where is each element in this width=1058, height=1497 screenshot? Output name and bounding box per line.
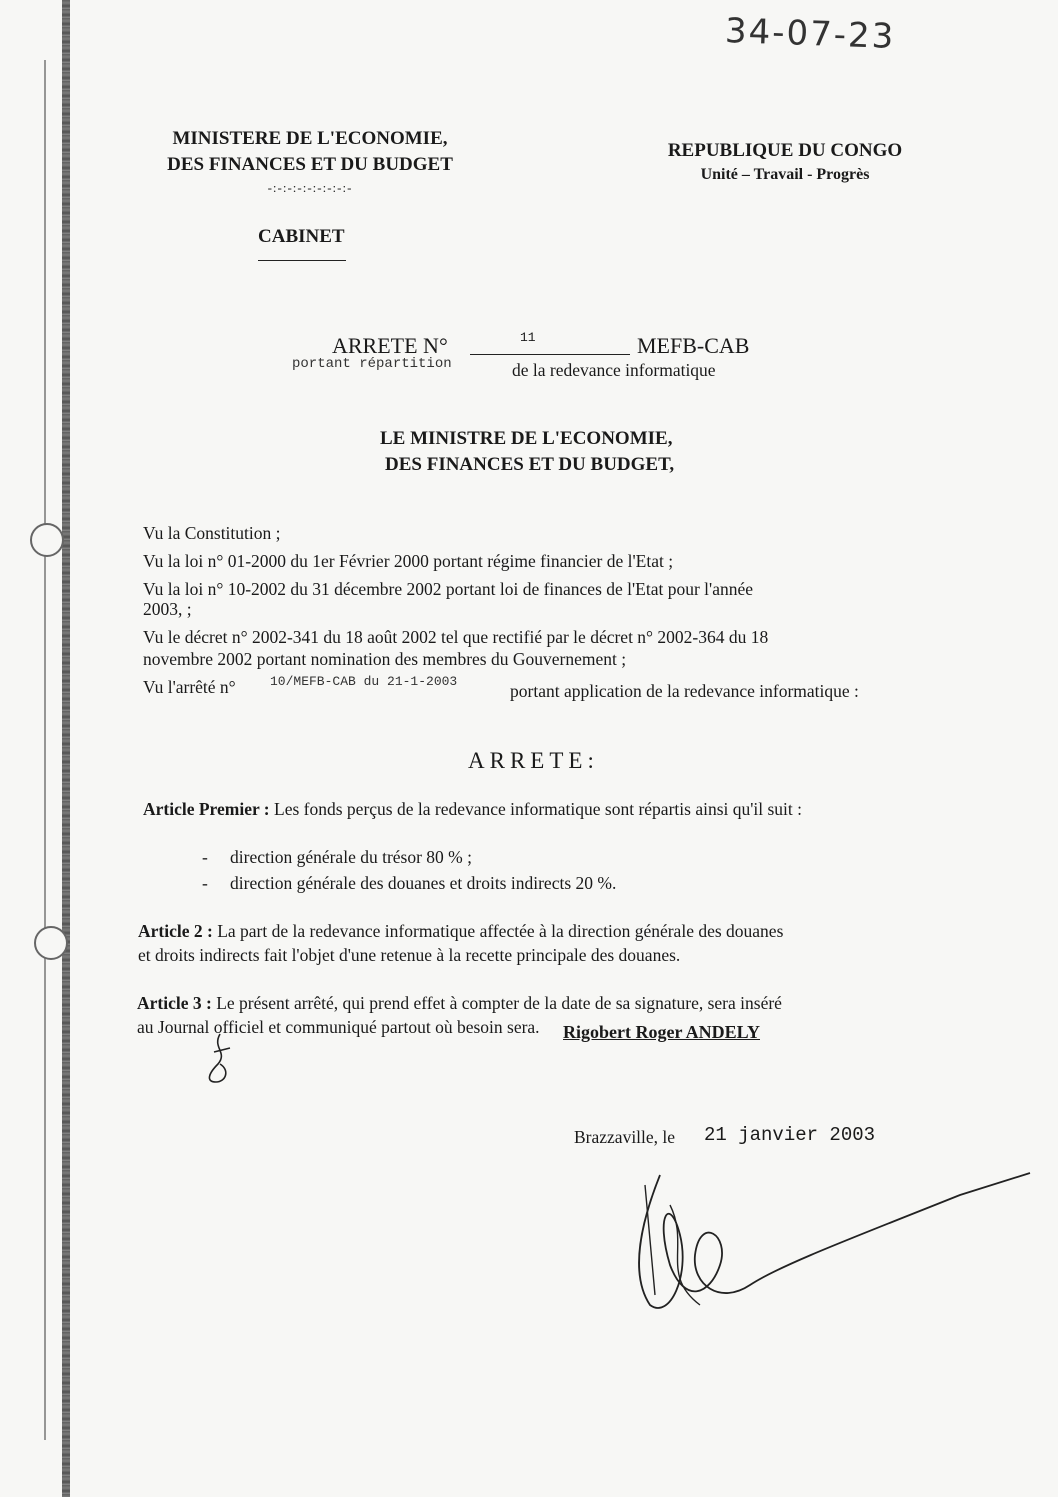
article-3-line2: au Journal officiel et communiqué partout où besoin sera. <box>137 1017 540 1037</box>
arrete-subtitle: de la redevance informatique <box>512 360 716 380</box>
arrete-number: 11 <box>520 330 536 345</box>
article-1-text: Les fonds perçus de la redevance informatique sont répartis ainsi qu'il suit : <box>274 799 803 819</box>
article-1-label: Article Premier : <box>143 799 270 819</box>
arrete-suffix: MEFB-CAB <box>637 333 750 358</box>
article-2-line1: Article 2 : La part de la redevance informatique affectée à la direction générale des douanes <box>138 921 784 941</box>
vu-arrete-end: portant application de la redevance informatique : <box>510 681 859 701</box>
article-2-label: Article 2 : <box>138 921 213 941</box>
article-1-item-1: - direction générale du trésor 80 % ; <box>202 847 472 867</box>
ministry-line2: DES FINANCES ET DU BUDGET <box>167 154 453 175</box>
article-1-item-2: - direction générale des douanes et droits indirects 20 %. <box>202 873 617 893</box>
article-3-label: Article 3 : <box>137 993 212 1013</box>
signatory-name: Rigobert Roger ANDELY <box>563 1022 760 1042</box>
minister-line2: DES FINANCES ET DU BUDGET, <box>385 454 675 475</box>
vu-arrete-typed: 10/MEFB-CAB du 21-1-2003 <box>270 674 458 689</box>
punch-hole-bottom <box>34 926 68 960</box>
ministry-ornament: -:-:-:-:-:-:-:-:- <box>267 180 353 195</box>
handwritten-signature <box>600 1155 1040 1330</box>
signature-place: Brazzaville, le <box>574 1127 676 1147</box>
scan-binding-edge <box>62 0 70 1497</box>
vu-constitution: Vu la Constitution ; <box>143 523 281 543</box>
vu-loi-2002-cont: 2003, ; <box>143 599 192 619</box>
vu-decret: Vu le décret n° 2002-341 du 18 août 2002 tel que rectifié par le décret n° 2002-364 du 18 <box>143 627 769 647</box>
arrete-typed-subtitle: portant répartition <box>292 356 452 372</box>
article-2-line2: et droits indirects fait l'objet d'une retenue à la recette principale des douanes. <box>138 945 681 965</box>
minister-line1: LE MINISTRE DE L'ECONOMIE, <box>380 428 673 449</box>
article-1 <box>143 798 963 820</box>
vu-loi-2002: Vu la loi n° 10-2002 du 31 décembre 2002 portant loi de finances de l'Etat pour l'année <box>143 579 753 599</box>
cabinet-label: CABINET <box>258 226 345 247</box>
arrete-heading: ARRETE: <box>468 748 599 773</box>
vu-loi-2000: Vu la loi n° 01-2000 du 1er Février 2000 portant régime financier de l'Etat ; <box>143 551 674 571</box>
republic-title: REPUBLIQUE DU CONGO <box>667 140 903 161</box>
vu-decret-cont: novembre 2002 portant nomination des membres du Gouvernement ; <box>143 649 627 669</box>
handwritten-date: 34-07-23 <box>724 11 896 57</box>
article-3-line1: Article 3 : Le présent arrêté, qui prend effet à compter de la date de sa signature, sera inséré <box>137 993 782 1013</box>
scan-fold-line <box>44 60 46 1440</box>
republic-motto: Unité – Travail - Progrès <box>700 166 870 183</box>
punch-hole-top <box>30 523 64 557</box>
arrete-number-line <box>470 354 630 355</box>
signature-date: 21 janvier 2003 <box>704 1124 876 1146</box>
arrete-prefix: ARRETE N° <box>332 333 448 358</box>
ministry-line1: MINISTERE DE L'ECONOMIE, <box>172 128 448 149</box>
vu-arrete-start: Vu l'arrêté n° <box>143 677 236 697</box>
initials-mark <box>200 1030 240 1086</box>
cabinet-underline <box>258 260 346 261</box>
